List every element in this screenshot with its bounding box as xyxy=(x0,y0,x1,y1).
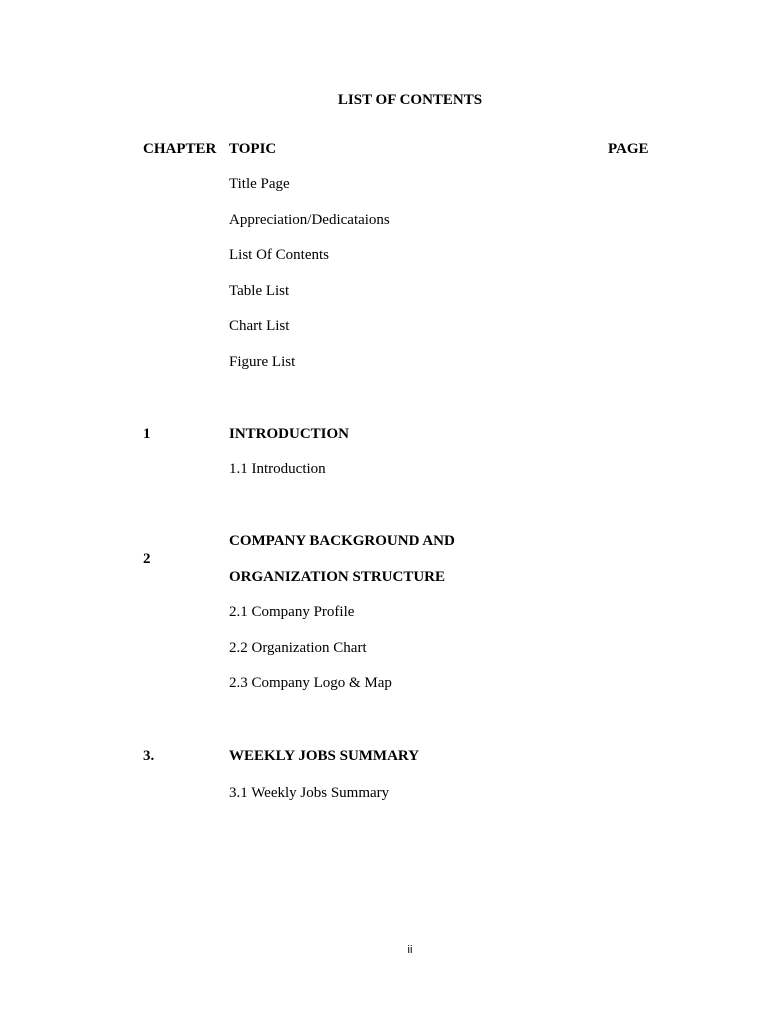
chapter-title: INTRODUCTION xyxy=(229,426,350,442)
chapter-number: 3. xyxy=(143,748,155,764)
page-number: ii xyxy=(407,944,413,956)
chapter-item: 2.2 Organization Chart xyxy=(229,640,367,656)
front-matter-item: Appreciation/Dedicataions xyxy=(229,212,390,228)
header-page: PAGE xyxy=(608,141,649,157)
chapter-title-continued: ORGANIZATION STRUCTURE xyxy=(229,569,446,585)
chapter-item: 2.3 Company Logo & Map xyxy=(229,675,392,691)
chapter-item: 2.1 Company Profile xyxy=(229,604,355,620)
front-matter-item: Chart List xyxy=(229,318,290,334)
front-matter-item: List Of Contents xyxy=(229,247,329,263)
chapter-number: 1 xyxy=(143,426,151,442)
front-matter-item: Table List xyxy=(229,283,290,299)
document-title: LIST OF CONTENTS xyxy=(337,92,483,108)
front-matter-item: Figure List xyxy=(229,354,296,370)
chapter-title: WEEKLY JOBS SUMMARY xyxy=(229,748,420,764)
chapter-item: 3.1 Weekly Jobs Summary xyxy=(229,785,390,801)
chapter-number: 2 xyxy=(143,551,151,567)
front-matter-item: Title Page xyxy=(229,176,290,192)
chapter-title: COMPANY BACKGROUND AND xyxy=(229,533,455,549)
header-topic: TOPIC xyxy=(229,141,277,157)
chapter-item: 1.1 Introduction xyxy=(229,461,326,477)
header-chapter: CHAPTER xyxy=(143,141,217,157)
